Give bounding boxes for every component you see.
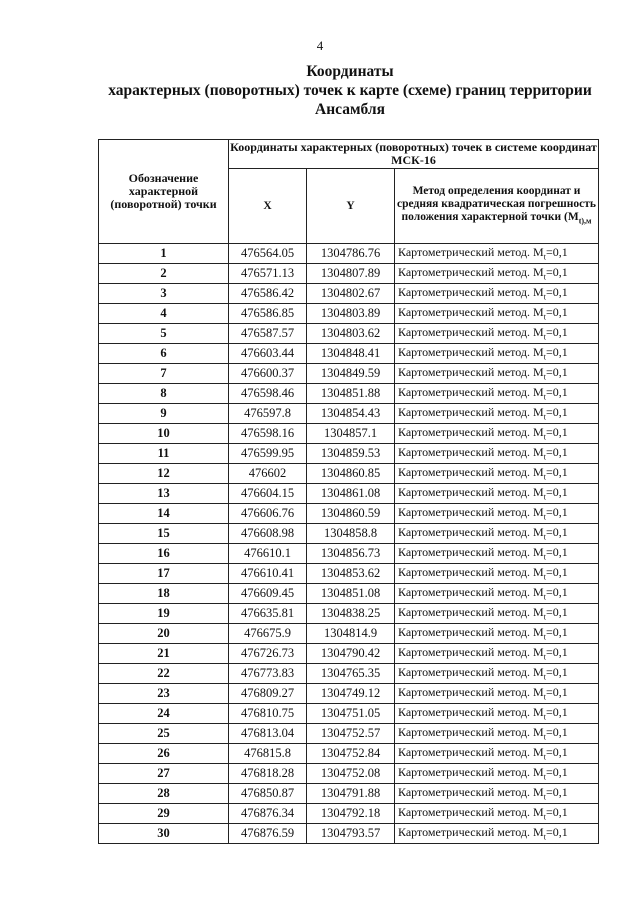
y-coordinate-cell: 1304857.1 [307, 424, 395, 444]
method-text: Картометрический метод. М [398, 305, 544, 320]
table-row [99, 624, 599, 644]
point-number-cell: 24 [99, 704, 229, 724]
method-value: =0,1 [545, 525, 568, 540]
x-coordinate-cell: 476571.13 [229, 264, 307, 284]
point-number-cell: 8 [99, 384, 229, 404]
y-coordinate-cell: 1304786.76 [307, 244, 395, 264]
table-row [99, 584, 599, 604]
table-row [99, 544, 599, 564]
y-coordinate-cell: 1304793.57 [307, 824, 395, 844]
method-subscript: t [543, 732, 546, 742]
y-coordinate-cell: 1304765.35 [307, 664, 395, 684]
method-text: Картометрический метод. М [398, 605, 544, 620]
x-coordinate-cell: 476610.41 [229, 564, 307, 584]
x-coordinate-cell: 476610.1 [229, 544, 307, 564]
header-coordinates-group: Координаты характерных (поворотных) точек в системе координат МСК-16 [230, 140, 597, 167]
method-text: Картометрический метод. М [398, 645, 544, 660]
method-text: Картометрический метод. М [398, 785, 544, 800]
method-value: =0,1 [545, 485, 568, 500]
y-coordinate-cell: 1304752.84 [307, 744, 395, 764]
title-line-2: характерных (поворотных) точек к карте (схеме) границ территории [108, 82, 592, 99]
method-subscript: t [543, 632, 546, 642]
method-text: Картометрический метод. М [398, 665, 544, 680]
method-cell [395, 464, 599, 484]
method-subscript: t [543, 272, 546, 282]
method-subscript: t [543, 492, 546, 502]
method-cell [395, 244, 599, 264]
method-subscript: t [543, 692, 546, 702]
point-number-cell: 1 [99, 244, 229, 264]
point-number-cell: 17 [99, 564, 229, 584]
method-value: =0,1 [545, 245, 568, 260]
method-value: =0,1 [545, 305, 568, 320]
method-cell [395, 704, 599, 724]
x-coordinate-cell: 476599.95 [229, 444, 307, 464]
method-subscript: t [543, 512, 546, 522]
point-number-cell: 2 [99, 264, 229, 284]
method-cell [395, 404, 599, 424]
x-coordinate-cell: 476876.34 [229, 804, 307, 824]
title-line-1: Координаты [306, 63, 394, 80]
table-row [99, 284, 599, 304]
method-value: =0,1 [545, 625, 568, 640]
method-value: =0,1 [545, 425, 568, 440]
table-row [99, 664, 599, 684]
method-value: =0,1 [545, 325, 568, 340]
method-text: Картометрический метод. М [398, 385, 544, 400]
method-value: =0,1 [545, 345, 568, 360]
table-row [99, 424, 599, 444]
method-text: Картометрический метод. М [398, 705, 544, 720]
method-value: =0,1 [545, 465, 568, 480]
point-number-cell: 13 [99, 484, 229, 504]
point-number-cell: 23 [99, 684, 229, 704]
y-coordinate-cell: 1304856.73 [307, 544, 395, 564]
method-text: Картометрический метод. М [398, 485, 544, 500]
point-number-cell: 7 [99, 364, 229, 384]
point-number-cell: 18 [99, 584, 229, 604]
point-number-cell: 15 [99, 524, 229, 544]
y-coordinate-cell: 1304792.18 [307, 804, 395, 824]
table-row [99, 724, 599, 744]
point-number-cell: 28 [99, 784, 229, 804]
method-subscript: t [543, 812, 546, 822]
method-value: =0,1 [545, 685, 568, 700]
table-row [99, 824, 599, 844]
method-subscript: t [543, 472, 546, 482]
header-method-text: Метод определения координат и средняя квадратическая погрешность положения характерной точки (М [397, 184, 596, 223]
method-text: Картометрический метод. М [398, 585, 544, 600]
method-cell [395, 504, 599, 524]
table-row [99, 304, 599, 324]
table-row [99, 604, 599, 624]
method-subscript: t [543, 612, 546, 622]
table-row [99, 784, 599, 804]
method-text: Картометрический метод. М [398, 805, 544, 820]
x-coordinate-cell: 476598.46 [229, 384, 307, 404]
method-cell [395, 424, 599, 444]
point-number-cell: 27 [99, 764, 229, 784]
method-subscript: t [543, 392, 546, 402]
table-row [99, 324, 599, 344]
method-subscript: t [543, 652, 546, 662]
method-text: Картометрический метод. М [398, 245, 544, 260]
y-coordinate-cell: 1304791.88 [307, 784, 395, 804]
table-row [99, 404, 599, 424]
y-coordinate-cell: 1304851.88 [307, 384, 395, 404]
method-subscript: t [543, 752, 546, 762]
x-coordinate-cell: 476603.44 [229, 344, 307, 364]
method-value: =0,1 [545, 705, 568, 720]
header-y: Y [307, 169, 395, 244]
method-text: Картометрический метод. М [398, 505, 544, 520]
method-subscript: t [543, 372, 546, 382]
method-text: Картометрический метод. М [398, 545, 544, 560]
method-text: Картометрический метод. М [398, 765, 544, 780]
x-coordinate-cell: 476813.04 [229, 724, 307, 744]
y-coordinate-cell: 1304851.08 [307, 584, 395, 604]
table-row [99, 524, 599, 544]
method-subscript: t [543, 792, 546, 802]
method-subscript: t [543, 532, 546, 542]
method-cell [395, 264, 599, 284]
method-cell [395, 324, 599, 344]
header-method [395, 169, 599, 244]
method-value: =0,1 [545, 265, 568, 280]
method-text: Картометрический метод. М [398, 525, 544, 540]
coordinates-table [98, 139, 599, 844]
table-row [99, 344, 599, 364]
header-designation: Обозначение характерной (поворотной) точки [99, 140, 229, 244]
method-cell [395, 444, 599, 464]
method-subscript: t [543, 672, 546, 682]
x-coordinate-cell: 476564.05 [229, 244, 307, 264]
y-coordinate-cell: 1304752.08 [307, 764, 395, 784]
point-number-cell: 14 [99, 504, 229, 524]
method-subscript: t [543, 712, 546, 722]
method-subscript: t [543, 252, 546, 262]
y-coordinate-cell: 1304838.25 [307, 604, 395, 624]
table-row [99, 364, 599, 384]
point-number-cell: 29 [99, 804, 229, 824]
point-number-cell: 30 [99, 824, 229, 844]
x-coordinate-cell: 476600.37 [229, 364, 307, 384]
method-text: Картометрический метод. М [398, 625, 544, 640]
method-cell [395, 744, 599, 764]
y-coordinate-cell: 1304853.62 [307, 564, 395, 584]
method-value: =0,1 [545, 665, 568, 680]
x-coordinate-cell: 476608.98 [229, 524, 307, 544]
method-subscript: t [543, 452, 546, 462]
method-text: Картометрический метод. М [398, 265, 544, 280]
y-coordinate-cell: 1304860.85 [307, 464, 395, 484]
method-text: Картометрический метод. М [398, 345, 544, 360]
y-coordinate-cell: 1304861.08 [307, 484, 395, 504]
y-coordinate-cell: 1304752.57 [307, 724, 395, 744]
x-coordinate-cell: 476606.76 [229, 504, 307, 524]
method-cell [395, 544, 599, 564]
method-value: =0,1 [545, 385, 568, 400]
table-row [99, 744, 599, 764]
table-row [99, 464, 599, 484]
method-cell [395, 344, 599, 364]
method-cell [395, 784, 599, 804]
method-subscript: t [543, 572, 546, 582]
point-number-cell: 26 [99, 744, 229, 764]
y-coordinate-cell: 1304803.62 [307, 324, 395, 344]
y-coordinate-cell: 1304790.42 [307, 644, 395, 664]
method-subscript: t [543, 412, 546, 422]
method-text: Картометрический метод. М [398, 725, 544, 740]
method-text: Картометрический метод. М [398, 405, 544, 420]
method-text: Картометрический метод. М [398, 445, 544, 460]
point-number-cell: 25 [99, 724, 229, 744]
x-coordinate-cell: 476602 [229, 464, 307, 484]
point-number-cell: 9 [99, 404, 229, 424]
method-value: =0,1 [545, 405, 568, 420]
y-coordinate-cell: 1304849.59 [307, 364, 395, 384]
method-cell [395, 604, 599, 624]
method-subscript: t [543, 292, 546, 302]
y-coordinate-cell: 1304751.05 [307, 704, 395, 724]
method-value: =0,1 [545, 445, 568, 460]
method-cell [395, 764, 599, 784]
table-row [99, 684, 599, 704]
method-cell [395, 524, 599, 544]
method-text: Картометрический метод. М [398, 425, 544, 440]
y-coordinate-cell: 1304802.67 [307, 284, 395, 304]
x-coordinate-cell: 476604.15 [229, 484, 307, 504]
method-text: Картометрический метод. М [398, 745, 544, 760]
x-coordinate-cell: 476726.73 [229, 644, 307, 664]
table-row [99, 384, 599, 404]
method-subscript: t [543, 552, 546, 562]
method-cell [395, 664, 599, 684]
y-coordinate-cell: 1304854.43 [307, 404, 395, 424]
x-coordinate-cell: 476598.16 [229, 424, 307, 444]
method-value: =0,1 [545, 605, 568, 620]
table-row [99, 804, 599, 824]
table-row [99, 644, 599, 664]
method-cell [395, 684, 599, 704]
method-cell [395, 624, 599, 644]
method-value: =0,1 [545, 765, 568, 780]
point-number-cell: 20 [99, 624, 229, 644]
table-row [99, 764, 599, 784]
method-cell [395, 484, 599, 504]
page-number: 4 [316, 38, 324, 53]
point-number-cell: 6 [99, 344, 229, 364]
point-number-cell: 19 [99, 604, 229, 624]
x-coordinate-cell: 476850.87 [229, 784, 307, 804]
header-method-subscript: t),м [578, 216, 592, 226]
method-cell [395, 564, 599, 584]
point-number-cell: 22 [99, 664, 229, 684]
method-text: Картометрический метод. М [398, 285, 544, 300]
y-coordinate-cell: 1304848.41 [307, 344, 395, 364]
x-coordinate-cell: 476586.42 [229, 284, 307, 304]
document-title [60, 62, 640, 119]
method-value: =0,1 [545, 285, 568, 300]
x-coordinate-cell: 476809.27 [229, 684, 307, 704]
table-row [99, 504, 599, 524]
table-body [99, 244, 599, 844]
header-x: X [229, 169, 307, 244]
method-value: =0,1 [545, 805, 568, 820]
y-coordinate-cell: 1304860.59 [307, 504, 395, 524]
method-value: =0,1 [545, 505, 568, 520]
method-cell [395, 644, 599, 664]
method-value: =0,1 [545, 725, 568, 740]
table-row [99, 704, 599, 724]
method-value: =0,1 [545, 825, 568, 840]
table-row [99, 444, 599, 464]
y-coordinate-cell: 1304858.8 [307, 524, 395, 544]
method-value: =0,1 [545, 585, 568, 600]
method-value: =0,1 [545, 365, 568, 380]
method-text: Картометрический метод. М [398, 685, 544, 700]
table-row [99, 564, 599, 584]
y-coordinate-cell: 1304803.89 [307, 304, 395, 324]
method-value: =0,1 [545, 545, 568, 560]
method-cell [395, 724, 599, 744]
x-coordinate-cell: 476587.57 [229, 324, 307, 344]
point-number-cell: 12 [99, 464, 229, 484]
title-line-3: Ансамбля [315, 101, 385, 118]
method-text: Картометрический метод. М [398, 365, 544, 380]
method-subscript: t [543, 352, 546, 362]
x-coordinate-cell: 476586.85 [229, 304, 307, 324]
x-coordinate-cell: 476818.28 [229, 764, 307, 784]
method-subscript: t [543, 312, 546, 322]
x-coordinate-cell: 476815.8 [229, 744, 307, 764]
method-value: =0,1 [545, 565, 568, 580]
point-number-cell: 5 [99, 324, 229, 344]
y-coordinate-cell: 1304749.12 [307, 684, 395, 704]
point-number-cell: 10 [99, 424, 229, 444]
method-cell [395, 304, 599, 324]
point-number-cell: 21 [99, 644, 229, 664]
point-number-cell: 3 [99, 284, 229, 304]
point-number-cell: 11 [99, 444, 229, 464]
method-cell [395, 584, 599, 604]
x-coordinate-cell: 476876.59 [229, 824, 307, 844]
point-number-cell: 4 [99, 304, 229, 324]
method-text: Картометрический метод. М [398, 825, 544, 840]
x-coordinate-cell: 476810.75 [229, 704, 307, 724]
y-coordinate-cell: 1304814.9 [307, 624, 395, 644]
method-subscript: t [543, 592, 546, 602]
y-coordinate-cell: 1304807.89 [307, 264, 395, 284]
method-subscript: t [543, 832, 546, 842]
method-cell [395, 384, 599, 404]
method-value: =0,1 [545, 745, 568, 760]
table-row [99, 264, 599, 284]
x-coordinate-cell: 476609.45 [229, 584, 307, 604]
method-text: Картометрический метод. М [398, 465, 544, 480]
x-coordinate-cell: 476773.83 [229, 664, 307, 684]
x-coordinate-cell: 476675.9 [229, 624, 307, 644]
method-cell [395, 804, 599, 824]
y-coordinate-cell: 1304859.53 [307, 444, 395, 464]
table-row [99, 244, 599, 264]
x-coordinate-cell: 476597.8 [229, 404, 307, 424]
method-value: =0,1 [545, 785, 568, 800]
method-cell [395, 364, 599, 384]
table-row [99, 484, 599, 504]
method-text: Картометрический метод. М [398, 325, 544, 340]
method-cell [395, 284, 599, 304]
method-text: Картометрический метод. М [398, 565, 544, 580]
method-subscript: t [543, 772, 546, 782]
x-coordinate-cell: 476635.81 [229, 604, 307, 624]
method-value: =0,1 [545, 645, 568, 660]
method-subscript: t [543, 432, 546, 442]
method-subscript: t [543, 332, 546, 342]
method-cell [395, 824, 599, 844]
point-number-cell: 16 [99, 544, 229, 564]
